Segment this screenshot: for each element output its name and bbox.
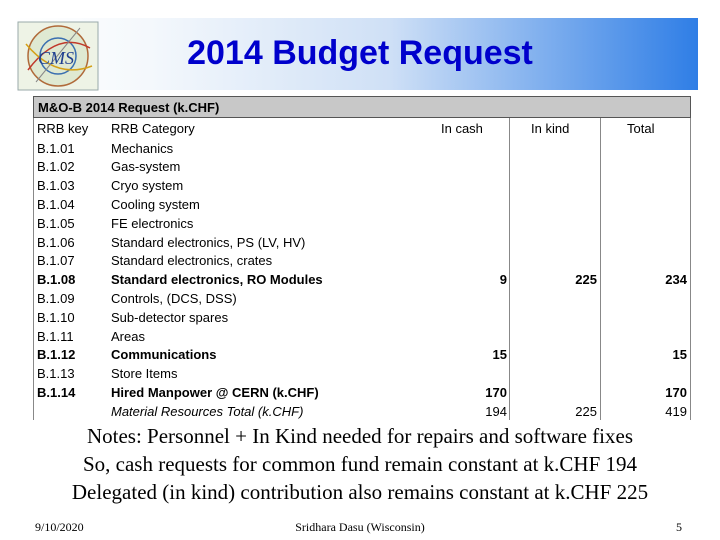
column-header-in-cash: In cash — [441, 121, 483, 136]
table-cell-category: Standard electronics, RO Modules — [111, 272, 323, 288]
table-cell-key: B.1.05 — [37, 215, 75, 231]
table-cell-key: B.1.14 — [37, 384, 76, 400]
table-border-left — [33, 118, 34, 420]
table-cell-category: Store Items — [111, 366, 178, 382]
column-header-key: RRB key — [37, 121, 89, 136]
total-row-total: 419 — [665, 404, 687, 419]
table-cell-key: B.1.09 — [37, 290, 75, 306]
table-cell-key: B.1.01 — [37, 140, 75, 156]
table-cell-key: B.1.12 — [37, 347, 76, 363]
table-cell-total: 234 — [665, 272, 687, 288]
column-header-in-kind: In kind — [531, 121, 570, 136]
table-cell-category: Standard electronics, PS (LV, HV) — [111, 234, 306, 250]
table-cell-category: Cooling system — [111, 196, 200, 212]
svg-text:CMS: CMS — [38, 48, 74, 68]
footer-page-number: 5 — [676, 520, 682, 534]
table-cell-key: B.1.04 — [37, 196, 75, 212]
table-border-right — [690, 118, 691, 420]
total-row-in-kind: 225 — [575, 404, 597, 419]
slide-title: 2014 Budget Request — [187, 34, 533, 72]
table-cell-key: B.1.11 — [37, 328, 74, 344]
table-cell-category: Communications — [111, 347, 217, 363]
note-line: Notes: Personnel + In Kind needed for repairs and software fixes — [86, 424, 633, 448]
note-line: So, cash requests for common fund remain constant at k.CHF 194 — [82, 452, 638, 476]
column-divider — [600, 118, 601, 420]
table-cell-key: B.1.07 — [37, 253, 75, 269]
table-cell-category: Standard electronics, crates — [111, 253, 273, 269]
table-cell-category: Cryo system — [111, 178, 184, 194]
total-row-in-cash: 194 — [485, 404, 507, 419]
table-cell-in-cash: 170 — [485, 384, 507, 400]
table-cell-in-cash: 9 — [499, 272, 507, 288]
table-cell-category: FE electronics — [111, 215, 194, 231]
table-cell-key: B.1.08 — [37, 272, 76, 288]
column-header-total: Total — [627, 121, 655, 136]
table-cell-key: B.1.03 — [37, 178, 75, 194]
table-cell-category: Areas — [111, 328, 145, 344]
table-cell-category: Hired Manpower @ CERN (k.CHF) — [111, 384, 319, 400]
table-cell-total: 15 — [672, 347, 687, 363]
table-cell-key: B.1.10 — [37, 309, 75, 325]
table-cell-category: Gas-system — [111, 159, 181, 175]
table-cell-category: Sub-detector spares — [111, 309, 229, 325]
table-cell-total: 170 — [665, 384, 687, 400]
total-row-label: Material Resources Total (k.CHF) — [111, 404, 304, 419]
column-header-category: RRB Category — [111, 121, 195, 136]
table-cell-in-cash: 15 — [492, 347, 507, 363]
table-header-label: M&O-B 2014 Request (k.CHF) — [38, 100, 220, 115]
table-cell-category: Mechanics — [111, 140, 174, 156]
table-cell-key: B.1.06 — [37, 234, 75, 250]
table-cell-key: B.1.13 — [37, 366, 75, 382]
note-line: Delegated (in kind) contribution also remains constant at k.CHF 225 — [71, 480, 649, 504]
budget-table — [33, 96, 691, 420]
table-cell-in-kind: 225 — [575, 272, 597, 288]
table-cell-key: B.1.02 — [37, 159, 75, 175]
notes — [0, 422, 720, 506]
table-header — [33, 96, 691, 118]
footer-author: Sridhara Dasu (Wisconsin) — [295, 520, 425, 534]
table-cell-category: Controls, (DCS, DSS) — [111, 290, 237, 306]
column-divider — [509, 118, 510, 420]
footer-date: 9/10/2020 — [35, 520, 84, 534]
